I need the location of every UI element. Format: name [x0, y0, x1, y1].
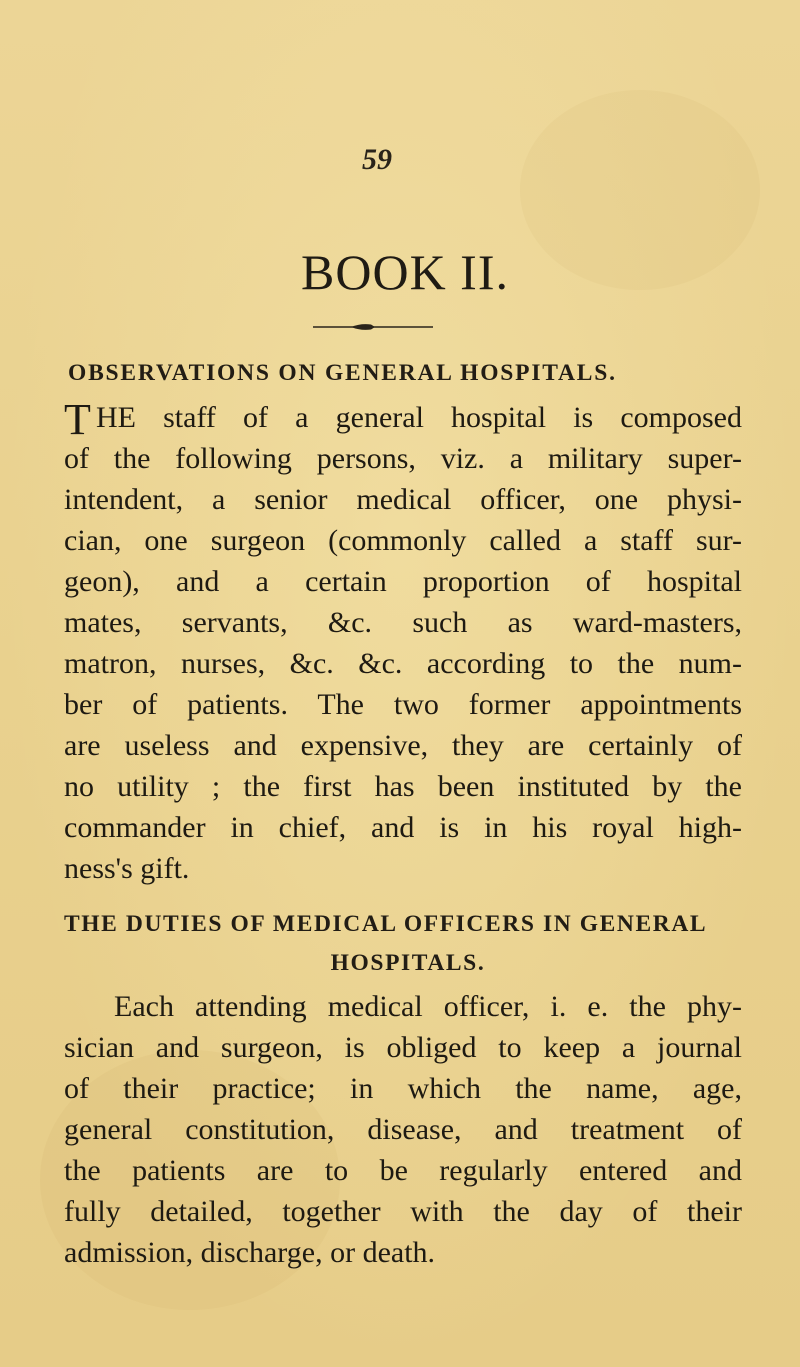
paragraph-line: HE staff of a general hospital is composed: [96, 401, 742, 434]
ornament-rule-icon: [313, 322, 433, 332]
paragraph-line: no utility ; the first has been instituted by the: [64, 770, 742, 803]
paragraph-line: admission, discharge, or death.: [64, 1236, 436, 1269]
paragraph-line: the patients are to be regularly entered and: [64, 1154, 742, 1187]
paragraph-line: are useless and expensive, they are certainly of: [64, 729, 742, 762]
paragraph-line: ber of patients. The two former appointments: [64, 688, 742, 721]
paragraph-line: commander in chief, and is in his royal high-: [64, 811, 742, 844]
paragraph-line: sician and surgeon, is obliged to keep a journal: [64, 1031, 742, 1064]
page-number: 59: [362, 143, 392, 176]
paragraph-line: geon), and a certain proportion of hospital: [64, 565, 742, 598]
paragraph-line: intendent, a senior medical officer, one physi-: [64, 483, 742, 516]
section-heading-general-hospitals: OBSERVATIONS ON GENERAL HOSPITALS.: [68, 360, 617, 386]
section-heading-duties-continued: HOSPITALS.: [330, 950, 486, 976]
section-heading-duties: THE DUTIES OF MEDICAL OFFICERS IN GENERAL: [64, 911, 708, 937]
paragraph-line: mates, servants, &c. such as ward-masters,: [64, 606, 742, 639]
paragraph-line: cian, one surgeon (commonly called a staff sur-: [64, 524, 742, 557]
paragraph-line: fully detailed, together with the day of their: [64, 1195, 742, 1228]
paragraph-line: general constitution, disease, and treatment of: [64, 1113, 742, 1146]
paragraph-line: of their practice; in which the name, age,: [64, 1072, 742, 1105]
book-title: BOOK II.: [301, 244, 509, 300]
paragraph-line: matron, nurses, &c. &c. according to the num-: [64, 647, 742, 680]
paragraph-line: of the following persons, viz. a military super-: [64, 442, 742, 475]
drop-cap: T: [64, 395, 91, 444]
paragraph-line: ness's gift.: [64, 852, 190, 885]
paragraph-line: Each attending medical officer, i. e. the phy-: [114, 990, 742, 1023]
